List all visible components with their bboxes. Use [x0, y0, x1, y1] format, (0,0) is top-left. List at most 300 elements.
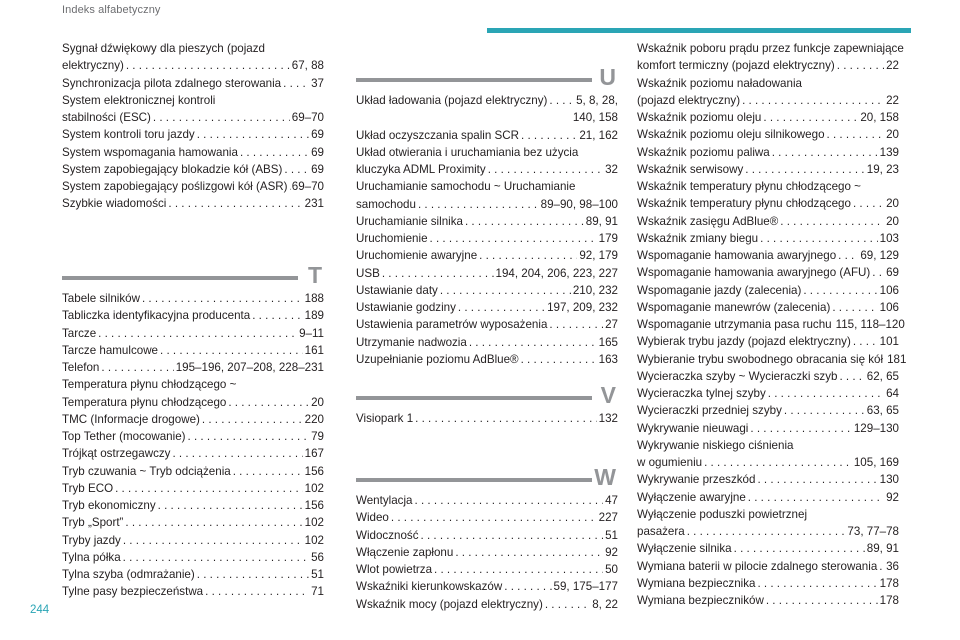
index-entry-pages: 156 [304, 464, 324, 478]
dot-leader [240, 144, 309, 161]
index-entry-pages-continued: 140, 158 [572, 111, 618, 125]
index-entry [637, 299, 899, 316]
index-entry-label: Wykrywanie niskiego ciśnienia [637, 438, 794, 452]
index-entry-line [637, 471, 899, 488]
index-entry-line [356, 299, 618, 316]
dot-leader [228, 394, 309, 411]
dot-leader [158, 497, 303, 514]
index-entry-label: Wyłączenie poduszki powietrznej [637, 507, 808, 521]
index-entry [637, 144, 899, 161]
index-entry-pages: 92, 179 [579, 249, 618, 263]
index-entry [356, 299, 618, 316]
index-entry-label-line [356, 178, 618, 195]
dot-leader [742, 92, 884, 109]
index-entry-label-line [637, 40, 904, 57]
dot-leader [202, 411, 303, 428]
index-entry-pages: 194, 204, 206, 223, 227 [495, 266, 618, 280]
index-entry-label: Wspomaganie jazdy (zalecenia) [637, 283, 802, 297]
dot-leader [101, 359, 173, 376]
dot-leader [768, 385, 884, 402]
index-entry-line [356, 213, 618, 230]
section-divider-rule [356, 78, 592, 82]
dot-leader [853, 333, 878, 350]
index-entry-label: Tryb ekonomiczny [62, 499, 156, 512]
index-entry-label-continued: (pojazd elektryczny) [637, 93, 741, 107]
dot-leader [549, 316, 603, 333]
index-entry-pages: 19, 23 [866, 162, 899, 176]
dot-leader [142, 290, 303, 307]
index-entry-line [637, 368, 899, 385]
index-entry-label-line [637, 75, 899, 92]
index-entry-line [62, 195, 324, 212]
dot-leader [827, 126, 885, 143]
dot-leader [391, 509, 597, 526]
index-entry-line [637, 420, 899, 437]
dot-leader [879, 558, 884, 575]
index-entry [637, 316, 905, 333]
dot-leader [748, 489, 884, 506]
index-entry-pages: 210, 232 [572, 283, 618, 297]
index-entry-line [637, 144, 899, 161]
index-entry [62, 497, 324, 514]
index-entry-pages: 59, 175–177 [553, 580, 618, 594]
section-divider-rule [62, 276, 298, 280]
index-entry-label-continued: w ogumieniu [637, 456, 703, 469]
index-entry [62, 463, 324, 480]
index-entry [356, 247, 618, 264]
index-entry-pages: 181 [887, 352, 907, 366]
index-entry-label: Tryby jazdy [62, 533, 121, 547]
index-entry-label: Wymiana bezpieczników [637, 594, 764, 607]
index-entry [356, 92, 618, 127]
section-letter-header [356, 48, 618, 88]
index-entry [637, 402, 899, 419]
index-entry [356, 527, 618, 544]
index-entry-pages: 188 [304, 292, 324, 305]
index-entry-pages: 195–196, 207–208, 228–231 [175, 361, 324, 374]
index-entry [62, 376, 324, 411]
index-entry-line [637, 351, 907, 368]
dot-leader [418, 196, 539, 213]
index-entry [62, 532, 324, 549]
index-entry-line [637, 540, 899, 557]
index-entry-line [356, 527, 618, 544]
index-entry-label: Wskaźniki kierunkowskazów [356, 580, 503, 594]
index-entry [356, 492, 618, 509]
index-entry [637, 282, 899, 299]
index-entry-label: Uruchamianie samochodu ~ Uruchamianie [356, 180, 576, 194]
index-entry-line [62, 359, 324, 376]
dot-leader [415, 410, 597, 427]
index-entry-line [356, 230, 618, 247]
index-entry-label: Wskaźnik temperatury płynu chłodzącego ~ [637, 180, 861, 193]
index-entry [62, 126, 324, 143]
index-entry-line [637, 282, 899, 299]
index-entry-label: Wspomaganie utrzymania pasa ruchu [637, 318, 832, 331]
dot-leader [252, 307, 302, 324]
index-entry-pages: 231 [304, 197, 324, 211]
index-entry-line [62, 549, 324, 566]
index-entry-label: Układ oczyszczania spalin SCR [356, 128, 520, 142]
index-entry [637, 75, 899, 110]
section-letter-header [62, 246, 324, 286]
index-entry-line [356, 596, 618, 613]
dot-leader [98, 325, 297, 342]
index-entry-line [62, 394, 324, 411]
section-letter-header [356, 448, 618, 488]
index-entry-label: Wentylacja [356, 494, 413, 507]
dot-leader [803, 282, 877, 299]
index-entry-pages: 69 [311, 162, 324, 176]
index-entry-pages: 27 [605, 318, 618, 332]
index-entry-pages: 105, 169 [853, 456, 899, 469]
index-entry-pages: 156 [304, 499, 324, 512]
index-entry [62, 144, 324, 161]
index-entry-label: Szybkie wiadomości [62, 197, 167, 211]
index-entry [637, 178, 899, 213]
index-entry-label-continued: elektryczny) [62, 59, 124, 73]
dot-leader [188, 428, 310, 445]
index-entry-label: Tylna szyba (odmrażanie) [62, 568, 195, 581]
dot-leader [123, 532, 303, 549]
index-entry-line [637, 109, 899, 126]
dot-leader [205, 583, 309, 600]
index-entry-pages: 51 [605, 528, 618, 542]
index-entry-label: Telefon [62, 361, 100, 374]
index-entry [62, 325, 324, 342]
index-entry-pages: 92 [605, 545, 618, 559]
index-entry [356, 144, 618, 179]
index-entry-pages: 69–70 [291, 111, 324, 124]
index-entry-pages: 47 [605, 494, 618, 507]
index-entry-label: Wspomaganie hamowania awaryjnego (AFU) [637, 266, 871, 280]
dot-leader [125, 514, 302, 531]
index-entry-line [637, 402, 899, 419]
index-entry-label: Wspomaganie hamowania awaryjnego [637, 249, 837, 262]
index-entry-label: Uruchamianie silnika [356, 214, 463, 228]
index-entry [637, 506, 899, 541]
index-entry-line [637, 523, 899, 540]
section-letter: W [594, 464, 616, 490]
index-entry-line [62, 532, 324, 549]
dot-leader [745, 161, 864, 178]
index-entry-line [62, 178, 324, 195]
index-entry [62, 411, 324, 428]
index-entry-label: Wskaźnik poziomu oleju silnikowego [637, 128, 825, 142]
index-entry-pages: 197, 209, 232 [547, 301, 618, 314]
index-entry [637, 575, 899, 592]
index-entry-pages: 139 [879, 145, 899, 159]
index-entry-line [62, 325, 324, 342]
index-entry-pages: 8, 22 [592, 597, 618, 611]
index-entry-pages: 20 [311, 395, 324, 409]
index-entry-pages: 220 [304, 412, 324, 426]
dot-leader [284, 161, 309, 178]
index-entry [62, 583, 324, 600]
index-entry-line [356, 196, 618, 213]
dot-leader [160, 342, 303, 359]
dot-leader [872, 264, 884, 281]
index-entry-line [637, 57, 899, 74]
index-entry-pages: 36 [886, 559, 899, 573]
index-entry-label: Uzupełnianie poziomu AdBlue® [356, 352, 519, 366]
index-entry-line [637, 230, 899, 247]
index-entry-pages: 73, 77–78 [847, 525, 899, 538]
index-entry [62, 92, 324, 127]
index-entry [62, 195, 324, 212]
index-entry-label: Tryb „Sport” [62, 516, 124, 530]
header-accent-bar [487, 28, 911, 33]
index-entry-pages: 132 [598, 412, 618, 425]
index-entry-line [637, 195, 899, 212]
index-entry-label: Wykrywanie przeszkód [637, 473, 756, 487]
index-entry [637, 437, 899, 472]
index-entry [62, 428, 324, 445]
index-entry-label: Ustawianie godziny [356, 301, 456, 314]
index-entry-pages: 5, 8, 28, [576, 94, 618, 107]
index-entry-label: Utrzymanie nadwozia [356, 335, 467, 349]
index-entry-label: System zapobiegający blokadzie kół (ABS) [62, 162, 283, 176]
index-entry-pages: 161 [304, 343, 324, 357]
index-entry [637, 333, 899, 350]
dot-leader [488, 161, 603, 178]
index-entry-pages: 227 [598, 511, 618, 525]
index-entry [637, 213, 899, 230]
dot-leader [465, 213, 584, 230]
index-entry [356, 561, 618, 578]
index-entry-label: Tabliczka identyfikacyjna producenta [62, 309, 251, 323]
dot-leader [545, 596, 590, 613]
dot-leader [760, 230, 878, 247]
index-entry-label: Wskaźnik mocy (pojazd elektryczny) [356, 597, 543, 611]
index-entry-pages: 189 [304, 309, 324, 323]
section-letter: T [307, 262, 322, 288]
index-entry [637, 471, 899, 488]
index-entry-line [637, 299, 899, 316]
index-entry-line [356, 410, 618, 427]
index-entry-pages: 62, 65 [866, 369, 899, 383]
dot-leader [455, 544, 603, 561]
index-entry-label: Trójkąt ostrzegawczy [62, 447, 171, 461]
section-letter: U [599, 64, 616, 90]
dot-leader [704, 454, 852, 471]
index-entry-label-line [637, 437, 899, 454]
index-entry-label: Wskaźnik poziomu paliwa [637, 145, 770, 159]
index-entry [356, 578, 618, 595]
dot-leader [763, 109, 858, 126]
index-entry-line [62, 566, 324, 583]
index-entry-label-line [637, 506, 899, 523]
index-entry-line [62, 428, 324, 445]
section-letter-header [356, 366, 618, 406]
index-entry-label-continued: samochodu [356, 197, 416, 211]
index-entry-label: System elektronicznej kontroli [62, 93, 216, 107]
index-entry-label: Wskaźnik zasięgu AdBlue® [637, 214, 779, 228]
dot-leader [750, 420, 851, 437]
index-entry [637, 40, 904, 75]
index-entry-line [62, 57, 324, 74]
index-entry [62, 290, 324, 307]
index-entry-pages: 89–90, 98–100 [540, 197, 618, 211]
index-entry-pages: 69 [311, 145, 324, 159]
index-entry-line [637, 264, 899, 281]
index-entry-pages: 22 [886, 93, 899, 107]
index-entry-label: Tabele silników [62, 292, 140, 305]
index-entry-label: System kontroli toru jazdy [62, 128, 195, 142]
section-letter: V [600, 382, 616, 408]
index-entry [62, 161, 324, 178]
index-entry-pages: 102 [304, 533, 324, 547]
index-entry-line [62, 290, 324, 307]
index-entry-label: Uruchomienie [356, 232, 428, 245]
index-entry [637, 247, 899, 264]
index-entry-label: Wskaźnik zmiany biegu [637, 231, 759, 245]
index-entry [637, 385, 899, 402]
index-entry-line [62, 126, 324, 143]
section-divider-rule [356, 478, 592, 482]
index-entry-label: Synchronizacja pilota zdalnego sterowania [62, 76, 282, 90]
index-entry-line [356, 92, 618, 109]
index-entry-line [62, 75, 324, 92]
index-entry [62, 178, 324, 195]
index-entry-line [637, 161, 899, 178]
index-entry [62, 514, 324, 531]
index-entry-label: Wyłączenie silnika [637, 542, 732, 556]
index-entry-pages: 167 [304, 447, 324, 461]
index-entry-line [62, 161, 324, 178]
index-entry-label-continued: stabilności (ESC) [62, 111, 151, 124]
index-entry-label: Ustawienia parametrów wyposażenia [356, 318, 548, 332]
index-entry-pages: 178 [879, 594, 899, 607]
index-entry-pages: 106 [879, 283, 899, 297]
index-entry-pages: 37 [311, 76, 324, 90]
index-entry-line [356, 544, 618, 561]
index-entry-pages: 50 [605, 563, 618, 576]
index-entry [62, 480, 324, 497]
index-entry-line [356, 492, 618, 509]
index-entry-label: Tylna półka [62, 550, 121, 564]
index-entry-line [62, 342, 324, 359]
index-entry-label: Włączenie zapłonu [356, 545, 454, 559]
dot-leader [434, 561, 603, 578]
dot-leader [839, 368, 864, 385]
index-entry-pages: 163 [598, 352, 618, 366]
dot-leader [415, 492, 604, 509]
index-entry-pages: 92 [886, 490, 899, 504]
dot-leader [197, 566, 309, 583]
index-entry-pages: 89, 91 [585, 214, 618, 228]
index-entry-label: Tarcze hamulcowe [62, 343, 159, 357]
index-entry-pages: 129–130 [853, 421, 899, 435]
index-entry [637, 489, 899, 506]
index-entry-line [637, 333, 899, 350]
index-entry-label: Wybieranie trybu swobodnego obracania się kół [637, 352, 884, 366]
index-entry-pages: 22 [886, 59, 899, 73]
index-entry [62, 359, 324, 376]
index-entry-label-line [62, 92, 324, 109]
index-entry [356, 282, 618, 299]
index-entry [62, 40, 324, 75]
index-entry-line [356, 265, 618, 282]
index-entry [356, 213, 618, 230]
index-entry-line [637, 92, 899, 109]
index-entry-line [62, 144, 324, 161]
index-entry-label: Wideo [356, 511, 389, 525]
index-entry-label: Sygnał dźwiękowy dla pieszych (pojazd [62, 42, 265, 55]
dot-leader [837, 57, 884, 74]
dot-leader [168, 195, 302, 212]
index-entry-pages: 20 [886, 128, 899, 142]
index-entry-pages: 102 [304, 481, 324, 495]
dot-leader [757, 575, 877, 592]
dot-leader [853, 195, 884, 212]
index-entry-pages: 9–11 [299, 326, 324, 340]
index-entry [356, 127, 618, 144]
index-entry-label: Wykrywanie nieuwagi [637, 421, 749, 435]
index-entry-label-continued: kluczyka ADML Proximity [356, 163, 486, 176]
index-entry-pages: 102 [304, 516, 324, 530]
page-number: 244 [30, 604, 50, 616]
index-entry [356, 544, 618, 561]
index-entry [356, 410, 618, 427]
index-entry [637, 351, 907, 368]
dot-leader [172, 445, 302, 462]
index-entry-line [62, 514, 324, 531]
dot-leader [780, 213, 884, 230]
index-entry [356, 265, 618, 282]
dot-leader [123, 549, 309, 566]
dot-leader [382, 265, 494, 282]
index-entry-label-continued: Wskaźnik temperatury płynu chłodzącego [637, 197, 851, 211]
dot-leader [766, 592, 878, 609]
dot-leader [504, 578, 551, 595]
index-entry-label: System wspomagania hamowania [62, 145, 238, 159]
index-entry-label: Widoczność [356, 528, 419, 542]
index-entry-line [637, 316, 905, 333]
index-entry-line [62, 445, 324, 462]
index-entry [637, 109, 899, 126]
index-entry-line [356, 282, 618, 299]
index-entry [356, 334, 618, 351]
index-entry-label: Wyłączenie awaryjne [637, 490, 746, 504]
index-entry-label: Wskaźnik poziomu naładowania [637, 76, 802, 90]
index-entry-pages: 69–70 [291, 180, 324, 193]
index-entry-label-continued: Temperatura płynu chłodzącego [62, 395, 227, 409]
index-entry-label: Temperatura płynu chłodzącego ~ [62, 378, 237, 392]
index-entry [356, 596, 618, 613]
dot-leader [469, 334, 597, 351]
index-entry-line [637, 575, 899, 592]
index-entry-pages: 79 [311, 430, 324, 443]
index-entry-line [356, 561, 618, 578]
index-entry [637, 420, 899, 437]
dot-leader [687, 523, 846, 540]
index-entry [637, 592, 899, 609]
index-entry-pages: 71 [311, 585, 324, 599]
index-entry-pages: 63, 65 [866, 404, 899, 418]
index-entry-label-line [637, 178, 899, 195]
index-entry-line [356, 161, 618, 178]
index-entry [637, 540, 899, 557]
dot-leader [440, 282, 571, 299]
index-entry-pages: 89, 91 [866, 542, 899, 556]
index-entry-line [637, 213, 899, 230]
index-entry-pages: 178 [879, 576, 899, 590]
index-entry-pages: 130 [879, 473, 899, 487]
index-entry-label: Wymiana bezpiecznika [637, 576, 756, 590]
index-entry-label: Tryb czuwania ~ Tryb odciążenia [62, 464, 231, 478]
index-entry-line [356, 247, 618, 264]
